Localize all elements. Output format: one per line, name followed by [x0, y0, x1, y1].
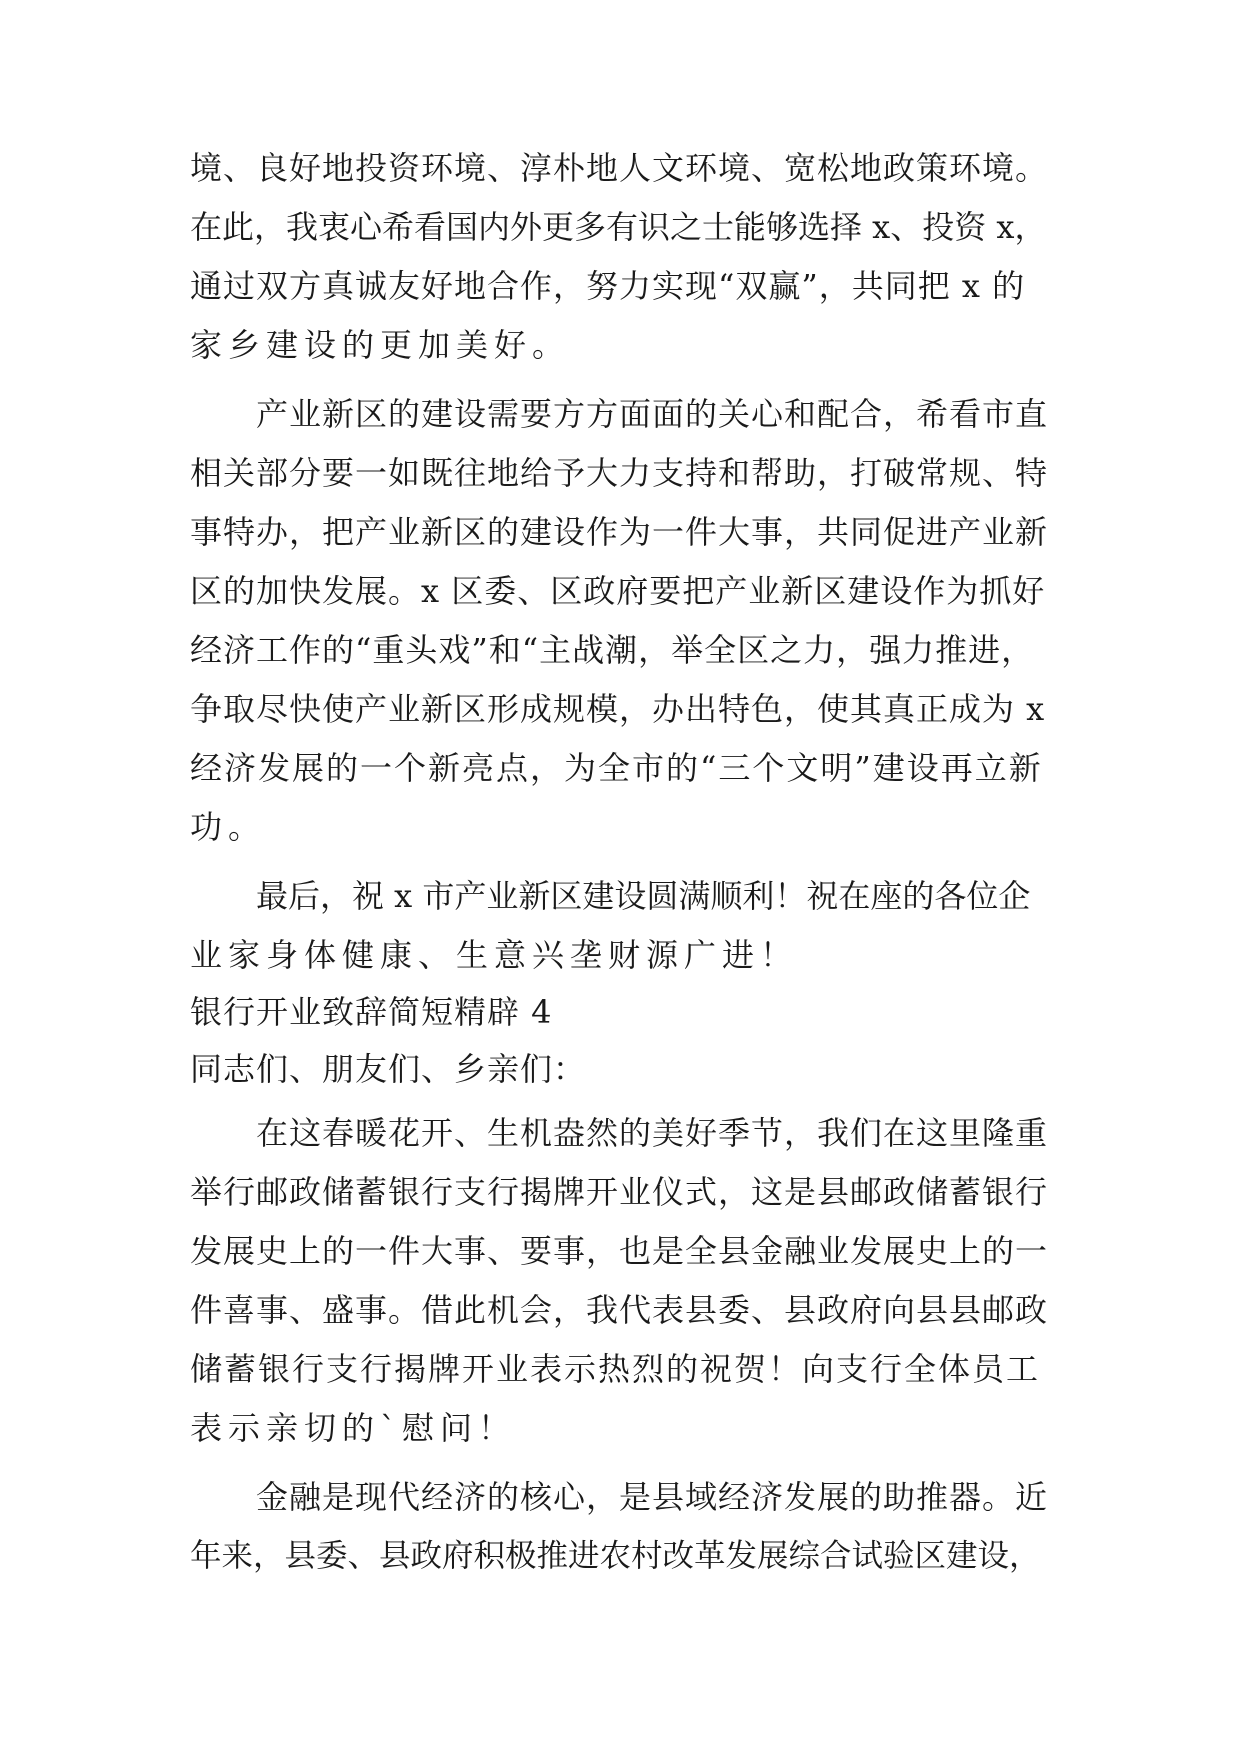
text-line: 在此，我衷心希看国内外更多有识之士能够选择 x、投资 x，	[190, 208, 1047, 246]
paragraph-start-line: 最后，祝 x 市产业新区建设圆满顺利！祝在座的各位企	[256, 877, 1031, 915]
section-heading: 银行开业致辞简短精辟 4	[190, 993, 553, 1031]
salutation: 同志们、朋友们、乡亲们：	[190, 1050, 587, 1088]
paragraph-start-line: 产业新区的建设需要方方面面的关心和配合，希看市直	[256, 395, 1049, 433]
text-line: 件喜事、盛事。借此机会，我代表县委、县政府向县县邮政	[190, 1291, 1049, 1329]
text-line: 举行邮政储蓄银行支行揭牌开业仪式，这是县邮政储蓄银行	[190, 1173, 1049, 1211]
text-line: 功。	[190, 808, 267, 846]
paragraph-start-line: 金融是现代经济的核心，是县域经济发展的助推器。近	[256, 1478, 1049, 1516]
text-line: 发展史上的一件大事、要事，也是全县金融业发展史上的一	[190, 1232, 1049, 1270]
text-line: 境、良好地投资环境、淳朴地人文环境、宽松地政策环境。	[190, 149, 1049, 187]
text-line: 事特办，把产业新区的建设作为一件大事，共同促进产业新	[190, 513, 1049, 551]
text-line: 经济工作的“重头戏”和“主战潮，举全区之力，强力推进，	[190, 631, 1035, 669]
text-line: 业家身体健康、生意兴垄财源广进！	[190, 936, 799, 974]
text-line: 表示亲切的`慰问！	[190, 1409, 517, 1447]
text-line: 经济发展的一个新亮点，为全市的“三个文明”建设再立新	[190, 749, 1043, 787]
text-line: 争取尽快使产业新区形成规模，办出特色，使其真正成为 x	[190, 690, 1046, 728]
paragraph-start-line: 在这春暖花开、生机盎然的美好季节，我们在这里隆重	[256, 1114, 1049, 1152]
text-line: 家乡建设的更加美好。	[190, 326, 571, 364]
text-line: 储蓄银行支行揭牌开业表示热烈的祝贺！向支行全体员工	[190, 1350, 1041, 1388]
text-line: 区的加快发展。x 区委、区政府要把产业新区建设作为抓好	[190, 572, 1046, 610]
text-line: 通过双方真诚友好地合作，努力实现“双赢”，共同把 x 的	[190, 267, 1026, 305]
text-line: 相关部分要一如既往地给予大力支持和帮助，打破常规、特	[190, 454, 1049, 492]
text-line: 年来，县委、县政府积极推进农村改革发展综合试验区建设，	[190, 1538, 1041, 1574]
